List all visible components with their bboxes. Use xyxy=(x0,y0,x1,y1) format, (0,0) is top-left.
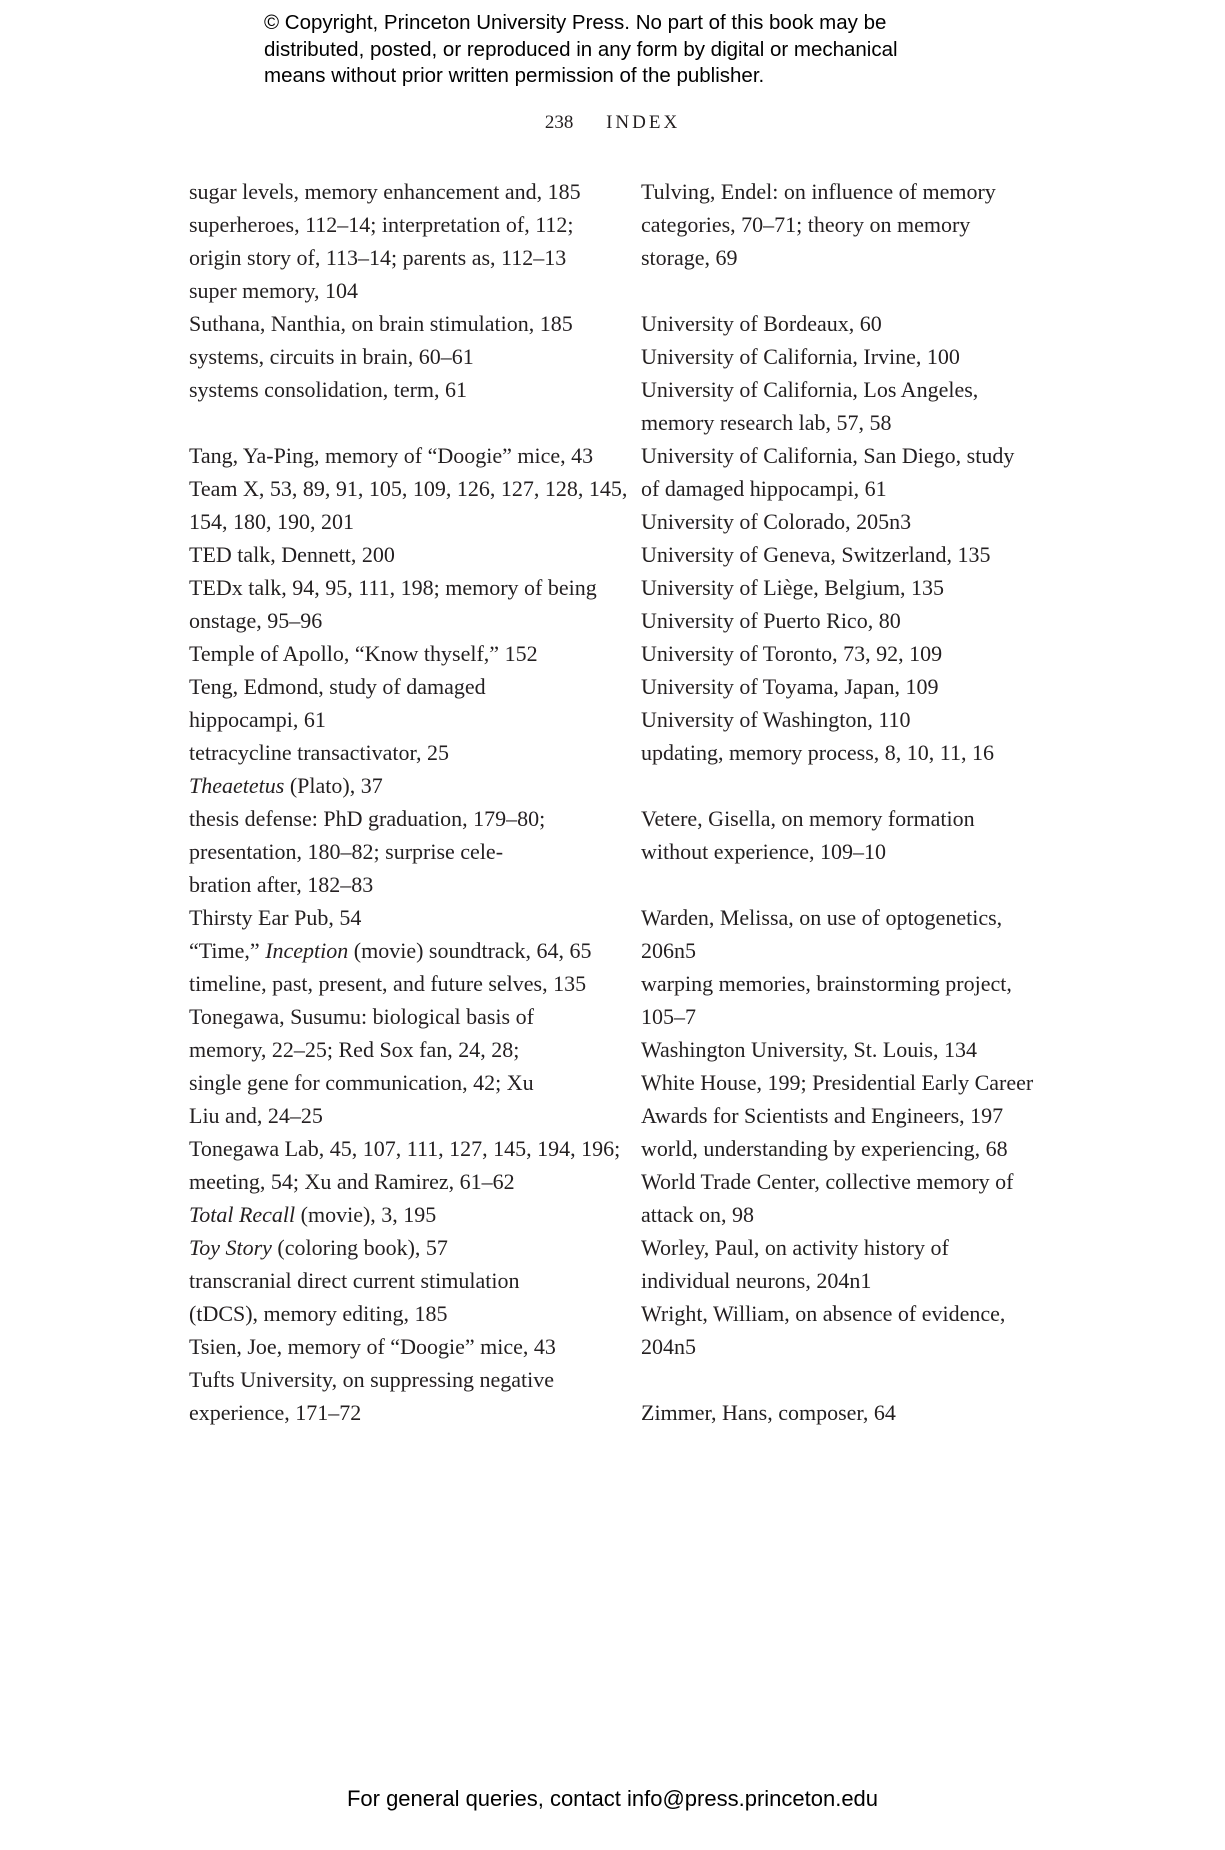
section-title: INDEX xyxy=(606,112,681,133)
index-entry: Thirsty Ear Pub, 54 xyxy=(189,905,362,930)
index-entry: systems, circuits in brain, 60–61 xyxy=(189,344,474,369)
index-entry: Toy Story (coloring book), 57 xyxy=(189,1235,448,1260)
index-entry: “Time,” Inception (movie) soundtrack, 64, 65 xyxy=(189,938,592,963)
index-entry: TED talk, Dennett, 200 xyxy=(189,542,395,567)
index-entry: warping memories, brainstorming project, 105–7 xyxy=(641,971,1012,1029)
index-entry: Tang, Ya-Ping, memory of “Doogie” mice, 43 xyxy=(189,443,594,468)
index-entry: superheroes, 112–14; interpretation of, 112; origin story of, 113–14; parents as, 112–13 xyxy=(189,212,574,270)
letter-group-gap xyxy=(641,274,1061,307)
index-entry: Worley, Paul, on activity history of individual neurons, 204n1 xyxy=(641,1235,949,1293)
index-entry: Theaetetus (Plato), 37 xyxy=(189,773,383,798)
index-entry: White House, 199; Presidential Early Career Awards for Scientists and Engineers, 197 xyxy=(641,1070,1034,1128)
index-entry: Tulving, Endel: on influence of memory categories, 70–71; theory on memory storage, 69 xyxy=(641,179,996,270)
index-entry: University of Colorado, 205n3 xyxy=(641,509,912,534)
index-column-left xyxy=(189,175,628,1429)
index-entry: Warden, Melissa, on use of optogenetics, 206n5 xyxy=(641,905,1003,963)
index-entry: Temple of Apollo, “Know thyself,” 152 xyxy=(189,641,538,666)
letter-group-gap xyxy=(641,868,1061,901)
letter-group-gap xyxy=(641,1363,1061,1396)
copyright-line: distributed, posted, or reproduced in any form by digital or mechanical xyxy=(264,37,898,61)
index-entry: timeline, past, present, and future selves, 135 xyxy=(189,971,587,996)
index-entry: University of Toronto, 73, 92, 109 xyxy=(641,641,943,666)
index-entry: Washington University, St. Louis, 134 xyxy=(641,1037,977,1062)
letter-group-gap xyxy=(641,769,1061,802)
index-entry: Vetere, Gisella, on memory formation without experience, 109–10 xyxy=(641,806,975,864)
index-entry: University of Liège, Belgium, 135 xyxy=(641,575,945,600)
index-entry: University of Geneva, Switzerland, 135 xyxy=(641,542,991,567)
running-head xyxy=(0,112,1225,134)
index-entry: University of Toyama, Japan, 109 xyxy=(641,674,939,699)
copyright-line: © Copyright, Princeton University Press. No part of this book may be xyxy=(264,11,887,34)
index-entry: Tonegawa, Susumu: biological basis of memory, 22–25; Red Sox fan, 24, 28; single gene for communication, 42; Xu Liu and, 24–25 xyxy=(189,1004,534,1128)
index-entry: University of Bordeaux, 60 xyxy=(641,311,882,336)
index-entry: University of Washington, 110 xyxy=(641,707,911,732)
index-entry: University of California, San Diego, study of damaged hippocampi, 61 xyxy=(641,443,1015,501)
index-entry: Tonegawa Lab, 45, 107, 111, 127, 145, 194, 196; meeting, 54; Xu and Ramirez, 61–62 xyxy=(189,1136,621,1194)
page-number: 238 xyxy=(544,112,574,133)
index-entry: Wright, William, on absence of evidence, 204n5 xyxy=(641,1301,1006,1359)
index-entry: Tsien, Joe, memory of “Doogie” mice, 43 xyxy=(189,1334,556,1359)
index-entry: Team X, 53, 89, 91, 105, 109, 126, 127, 128, 145, 154, 180, 190, 201 xyxy=(189,476,628,534)
copyright-notice xyxy=(264,10,1024,90)
index-entry: systems consolidation, term, 61 xyxy=(189,377,468,402)
footer-contact: For general queries, contact info@press.princeton.edu xyxy=(346,1786,879,1811)
index-entry: sugar levels, memory enhancement and, 185 xyxy=(189,179,581,204)
index-entry: updating, memory process, 8, 10, 11, 16 xyxy=(641,740,994,765)
letter-group-gap xyxy=(189,406,609,439)
index-entry: super memory, 104 xyxy=(189,278,359,303)
index-entry: World Trade Center, collective memory of attack on, 98 xyxy=(641,1169,1014,1227)
index-entry: University of California, Los Angeles, memory research lab, 57, 58 xyxy=(641,377,979,435)
index-entry: Tufts University, on suppressing negative experience, 171–72 xyxy=(189,1367,555,1425)
index-entry: University of Puerto Rico, 80 xyxy=(641,608,901,633)
index-entry: Zimmer, Hans, composer, 64 xyxy=(641,1400,896,1425)
index-entry: world, understanding by experiencing, 68 xyxy=(641,1136,1008,1161)
index-entry: thesis defense: PhD graduation, 179–80; presentation, 180–82; surprise cele- bration after, 182–83 xyxy=(189,806,546,897)
index-entry: Teng, Edmond, study of damaged hippocampi, 61 xyxy=(189,674,486,732)
index-entry: Total Recall (movie), 3, 195 xyxy=(189,1202,437,1227)
copyright-line: means without prior written permission of the publisher. xyxy=(264,64,765,87)
index-column-right xyxy=(641,175,1061,1429)
index-entry: TEDx talk, 94, 95, 111, 198; memory of being onstage, 95–96 xyxy=(189,575,597,633)
index-entry: tetracycline transactivator, 25 xyxy=(189,740,449,765)
index-entry: University of California, Irvine, 100 xyxy=(641,344,960,369)
index-entry: transcranial direct current stimulation (tDCS), memory editing, 185 xyxy=(189,1268,520,1326)
index-entry: Suthana, Nanthia, on brain stimulation, 185 xyxy=(189,311,573,336)
